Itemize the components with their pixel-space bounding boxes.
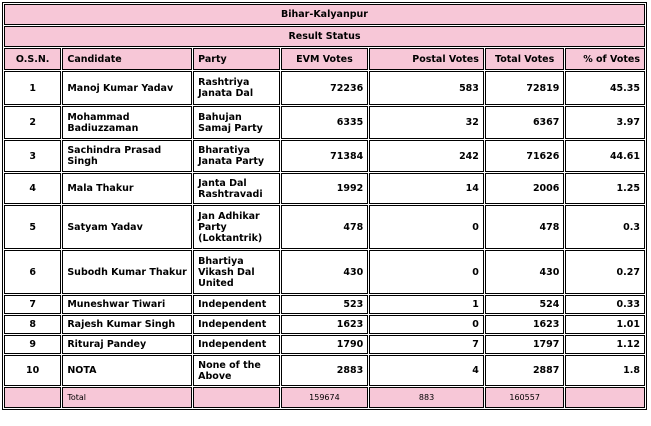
result-status-title: Result Status xyxy=(4,26,645,47)
evm-votes-cell: 72236 xyxy=(281,71,369,105)
candidate-cell: Mohammad Badiuzzaman xyxy=(62,106,192,139)
party-cell: None of the Above xyxy=(193,355,280,386)
total-total-votes: 160557 xyxy=(485,387,564,408)
header-total-votes: Total Votes xyxy=(485,48,564,70)
total-votes-cell: 2006 xyxy=(485,173,564,204)
postal-votes-cell: 14 xyxy=(369,173,484,204)
percent-votes-cell: 1.12 xyxy=(565,335,645,354)
postal-votes-cell: 242 xyxy=(369,140,484,172)
total-votes-cell: 1797 xyxy=(485,335,564,354)
postal-votes-cell: 1 xyxy=(369,295,484,314)
evm-votes-cell: 1992 xyxy=(281,173,369,204)
candidate-cell: NOTA xyxy=(62,355,192,386)
total-votes-cell: 430 xyxy=(485,250,564,294)
table-row xyxy=(4,173,645,204)
total-votes-cell: 72819 xyxy=(485,71,564,105)
header-osn: O.S.N. xyxy=(4,48,61,70)
results-table xyxy=(2,2,647,410)
total-votes-cell: 6367 xyxy=(485,106,564,139)
total-row xyxy=(4,387,645,408)
header-candidate: Candidate xyxy=(62,48,192,70)
table-row xyxy=(4,295,645,314)
evm-votes-cell: 478 xyxy=(281,205,369,249)
party-cell: Independent xyxy=(193,295,280,314)
table-row xyxy=(4,335,645,354)
party-cell: Bharatiya Janata Party xyxy=(193,140,280,172)
candidate-cell: Sachindra Prasad Singh xyxy=(62,140,192,172)
candidate-cell: Manoj Kumar Yadav xyxy=(62,71,192,105)
percent-votes-cell: 1.8 xyxy=(565,355,645,386)
percent-votes-cell: 0.3 xyxy=(565,205,645,249)
osn-cell: 1 xyxy=(4,71,61,105)
osn-cell: 3 xyxy=(4,140,61,172)
party-cell: Janta Dal Rashtravadi xyxy=(193,173,280,204)
total-votes-cell: 2887 xyxy=(485,355,564,386)
candidate-cell: Mala Thakur xyxy=(62,173,192,204)
percent-votes-cell: 1.25 xyxy=(565,173,645,204)
total-empty-cell xyxy=(4,387,61,408)
postal-votes-cell: 4 xyxy=(369,355,484,386)
total-votes-cell: 71626 xyxy=(485,140,564,172)
constituency-row xyxy=(4,4,645,25)
header-evm-votes: EVM Votes xyxy=(281,48,369,70)
table-row xyxy=(4,315,645,334)
percent-votes-cell: 44.61 xyxy=(565,140,645,172)
osn-cell: 10 xyxy=(4,355,61,386)
osn-cell: 6 xyxy=(4,250,61,294)
table-row xyxy=(4,205,645,249)
candidate-cell: Satyam Yadav xyxy=(62,205,192,249)
table-row xyxy=(4,71,645,105)
evm-votes-cell: 1790 xyxy=(281,335,369,354)
percent-votes-cell: 0.27 xyxy=(565,250,645,294)
table-row xyxy=(4,355,645,386)
candidate-cell: Rajesh Kumar Singh xyxy=(62,315,192,334)
header-party: Party xyxy=(193,48,280,70)
postal-votes-cell: 32 xyxy=(369,106,484,139)
header-percent-votes: % of Votes xyxy=(565,48,645,70)
osn-cell: 2 xyxy=(4,106,61,139)
postal-votes-cell: 0 xyxy=(369,315,484,334)
evm-votes-cell: 430 xyxy=(281,250,369,294)
osn-cell: 4 xyxy=(4,173,61,204)
osn-cell: 5 xyxy=(4,205,61,249)
subtitle-row xyxy=(4,26,645,47)
evm-votes-cell: 2883 xyxy=(281,355,369,386)
total-pct-empty-cell xyxy=(565,387,645,408)
header-postal-votes: Postal Votes xyxy=(369,48,484,70)
table-row xyxy=(4,140,645,172)
column-header-row xyxy=(4,48,645,70)
total-votes-cell: 478 xyxy=(485,205,564,249)
party-cell: Bhartiya Vikash Dal United xyxy=(193,250,280,294)
total-party-empty-cell xyxy=(193,387,280,408)
postal-votes-cell: 583 xyxy=(369,71,484,105)
osn-cell: 9 xyxy=(4,335,61,354)
percent-votes-cell: 3.97 xyxy=(565,106,645,139)
party-cell: Independent xyxy=(193,335,280,354)
postal-votes-cell: 7 xyxy=(369,335,484,354)
total-votes-cell: 1623 xyxy=(485,315,564,334)
evm-votes-cell: 1623 xyxy=(281,315,369,334)
evm-votes-cell: 71384 xyxy=(281,140,369,172)
constituency-title: Bihar-Kalyanpur xyxy=(4,4,645,25)
evm-votes-cell: 6335 xyxy=(281,106,369,139)
percent-votes-cell: 45.35 xyxy=(565,71,645,105)
total-evm-votes: 159674 xyxy=(281,387,369,408)
total-label: Total xyxy=(62,387,192,408)
postal-votes-cell: 0 xyxy=(369,205,484,249)
table-row xyxy=(4,250,645,294)
postal-votes-cell: 0 xyxy=(369,250,484,294)
party-cell: Bahujan Samaj Party xyxy=(193,106,280,139)
evm-votes-cell: 523 xyxy=(281,295,369,314)
party-cell: Independent xyxy=(193,315,280,334)
percent-votes-cell: 1.01 xyxy=(565,315,645,334)
total-votes-cell: 524 xyxy=(485,295,564,314)
table-row xyxy=(4,106,645,139)
osn-cell: 8 xyxy=(4,315,61,334)
osn-cell: 7 xyxy=(4,295,61,314)
candidate-cell: Rituraj Pandey xyxy=(62,335,192,354)
total-postal-votes: 883 xyxy=(369,387,484,408)
percent-votes-cell: 0.33 xyxy=(565,295,645,314)
candidate-cell: Subodh Kumar Thakur xyxy=(62,250,192,294)
candidate-cell: Muneshwar Tiwari xyxy=(62,295,192,314)
party-cell: Jan Adhikar Party (Loktantrik) xyxy=(193,205,280,249)
party-cell: Rashtriya Janata Dal xyxy=(193,71,280,105)
